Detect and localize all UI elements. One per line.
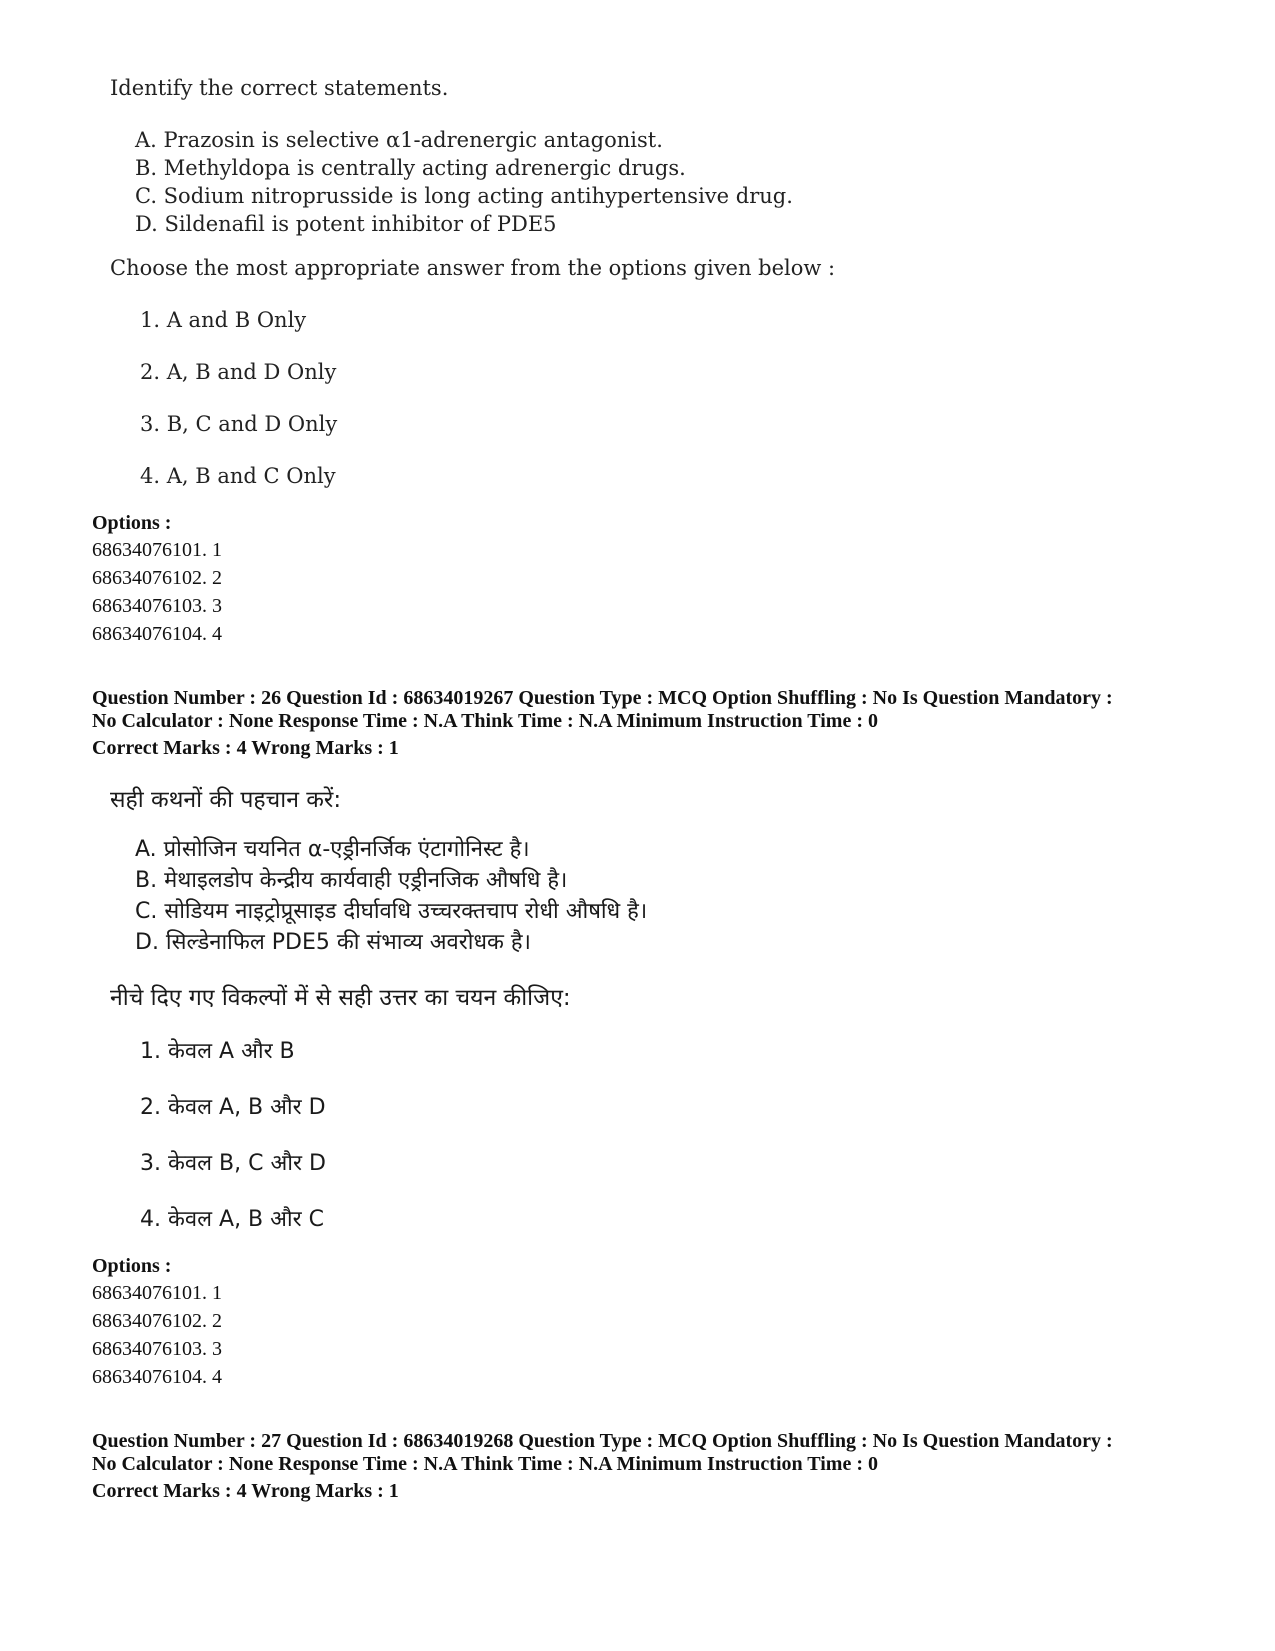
q26-option-2: 68634076102. 2 bbox=[92, 1310, 222, 1332]
q26-answer-2: 2. केवल A, B और D bbox=[140, 1095, 326, 1120]
q27-meta-line-2: No Calculator : None Response Time : N.A Think Time : N.A Minimum Instruction Time : 0 bbox=[92, 1453, 878, 1475]
q26-option-4: 68634076104. 4 bbox=[92, 1366, 222, 1388]
statement-d: D. सिल्डेनाफिल PDE5 की संभाव्य अवरोधक है। bbox=[135, 930, 531, 955]
q26-meta-line-1: Question Number : 26 Question Id : 68634019267 Question Type : MCQ Option Shuffling : No Is Question Mandatory : bbox=[92, 687, 1113, 709]
q25-option-3: 68634076103. 3 bbox=[92, 595, 222, 617]
q25-answer-1: 1. A and B Only bbox=[140, 308, 307, 332]
q25-choose-instruction: Choose the most appropriate answer from the options given below : bbox=[110, 256, 836, 280]
q25-intro: Identify the correct statements. bbox=[110, 76, 449, 100]
q25-options-label: Options : bbox=[92, 512, 172, 534]
q26-options-label: Options : bbox=[92, 1255, 172, 1277]
q26-answer-3: 3. केवल B, C और D bbox=[140, 1151, 326, 1176]
statement-d: D. Sildenafil is potent inhibitor of PDE5 bbox=[135, 212, 557, 236]
statement-b: B. मेथाइलडोप केन्द्रीय कार्यवाही एड्रीनजिक औषधि है। bbox=[135, 868, 568, 893]
q26-intro: सही कथनों की पहचान करें: bbox=[110, 787, 342, 813]
statement-c: C. सोडियम नाइट्रोप्रूसाइड दीर्घावधि उच्चरक्तचाप रोधी औषधि है। bbox=[135, 899, 648, 924]
statement-c: C. Sodium nitroprusside is long acting antihypertensive drug. bbox=[135, 184, 793, 208]
q26-option-1: 68634076101. 1 bbox=[92, 1282, 222, 1304]
statement-a: A. Prazosin is selective α1-adrenergic antagonist. bbox=[135, 128, 663, 152]
q25-option-4: 68634076104. 4 bbox=[92, 623, 222, 645]
q26-choose-instruction: नीचे दिए गए विकल्पों में से सही उत्तर का चयन कीजिए: bbox=[110, 985, 571, 1011]
q26-statement-list bbox=[135, 834, 647, 958]
q25-option-1: 68634076101. 1 bbox=[92, 539, 222, 561]
q25-option-2: 68634076102. 2 bbox=[92, 567, 222, 589]
q26-marks: Correct Marks : 4 Wrong Marks : 1 bbox=[92, 737, 399, 759]
q25-answer-2: 2. A, B and D Only bbox=[140, 360, 337, 384]
q25-answer-4: 4. A, B and C Only bbox=[140, 464, 336, 488]
q25-answer-3: 3. B, C and D Only bbox=[140, 412, 338, 436]
q25-statement-list bbox=[135, 126, 793, 238]
q26-meta-line-2: No Calculator : None Response Time : N.A Think Time : N.A Minimum Instruction Time : 0 bbox=[92, 710, 878, 732]
q27-meta-line-1: Question Number : 27 Question Id : 68634019268 Question Type : MCQ Option Shuffling : No Is Question Mandatory : bbox=[92, 1430, 1113, 1452]
q26-answer-4: 4. केवल A, B और C bbox=[140, 1207, 325, 1232]
statement-a: A. प्रोसोजिन चयनित α-एड्रीनर्जिक एंटागोनिस्ट है। bbox=[135, 837, 530, 862]
q26-option-3: 68634076103. 3 bbox=[92, 1338, 222, 1360]
statement-b: B. Methyldopa is centrally acting adrenergic drugs. bbox=[135, 156, 686, 180]
q26-answer-1: 1. केवल A और B bbox=[140, 1039, 295, 1064]
q27-marks: Correct Marks : 4 Wrong Marks : 1 bbox=[92, 1480, 399, 1502]
